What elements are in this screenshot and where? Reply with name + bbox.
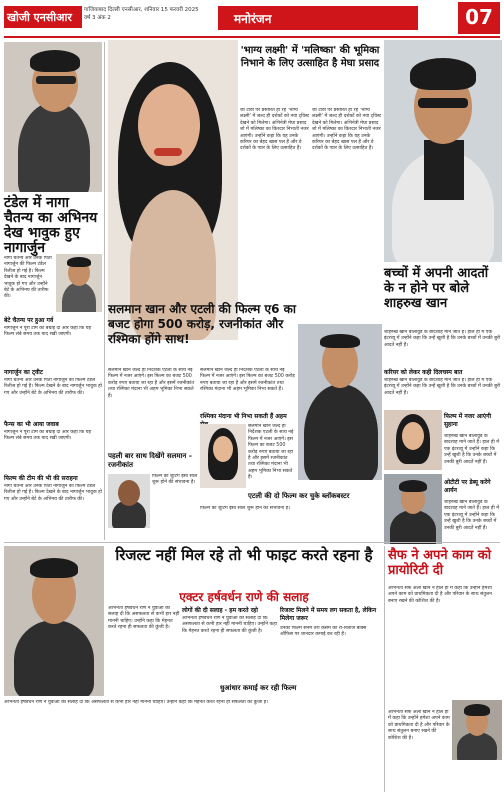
rajinikanth-photo <box>108 474 150 528</box>
srk-body-4: शाहरुख खान बॉलीवुड के बादशाह माने जाते हैं। हाल ही में एक इंटरव्यू में उन्होंने कहा कि उन्हें खुशी है कि उनके बच्चों में उनकी बुरी आदतें नहीं हैं। <box>444 500 500 531</box>
salman-subhead-1: पहली बार साथ दिखेंगे सलमान – रजनीकांत <box>108 452 193 469</box>
srk-subhead-2: फिल्म में नजर आएंगी सुहाना <box>444 413 492 428</box>
date-line-1: गाजियाबाद दिल्ली एनसीआर, शनिवार 15 फरवरी 2025 <box>84 7 199 13</box>
salman-body-3: सलमान खान जल्द ही निर्देशक एटली के साथ नई फिल्म में नजर आएंगे। इस फिल्म का बजट 500 करोड़ रुपए बताया जा रहा है और इसमें रजनीकांत तथा रश्मिका मंदाना भी अहम भूमिका निभा सकते हैं। <box>248 424 294 481</box>
salman-headline: सलमान खान और एटली की फिल्म ए6 का बजट होगा 500 करोड़, रजनीकांत और रश्मिका होंगे साथ! <box>108 302 296 346</box>
srk-body-3: शाहरुख खान बॉलीवुड के बादशाह माने जाते हैं। हाल ही में एक इंटरव्यू में उन्होंने कहा कि उन्हें खुशी है कि उनके बच्चों में उनकी बुरी आदतें नहीं हैं। <box>444 434 500 465</box>
date-line <box>84 6 199 22</box>
bottom-divider <box>384 546 385 792</box>
salman-photo <box>298 324 382 480</box>
left-headline: टंडेल में नागा चैतन्य का अभिनय देख भावुक हुए नागार्जुन <box>4 195 98 256</box>
saif-photo <box>452 700 502 760</box>
left-subhead-3: फैन्स का भी आया जवाब <box>4 421 59 428</box>
harsh-body-2: अभिनेता हर्षवर्धन राणे ने युवाओं को सलाह दी कि असफलता से कभी हार नहीं माननी चाहिए। उन्होंने कहा कि मेहनत करते रहना ही सफलता की कुंजी है। <box>182 616 277 634</box>
harsh-body-3: उनकी फिल्म सनम तेरी कसम की री-रिलीज बॉक्स ऑफिस पर शानदार कमाई कर रही है। <box>280 626 367 638</box>
left-subhead-1: बेटे चैतन्य पर हुआ गर्व <box>4 317 54 324</box>
saif-body-1: अभिनेता सैफ अली खान ने हाल ही में कहा कि उन्होंने हमेशा अपने काम को प्राथमिकता दी है और परिवार के साथ संतुलन बनाए रखने की कोशिश की है। <box>388 586 492 604</box>
left-subhead-2: नागार्जुन का ट्वीट <box>4 369 43 376</box>
srk-subhead-3: ओटीटी पर डेब्यू करेंगे आर्यन <box>444 479 491 494</box>
nagarjuna-photo <box>4 42 102 192</box>
salman-body-1: सलमान खान जल्द ही निर्देशक एटली के साथ नई फिल्म में नजर आएंगे। इस फिल्म का बजट 500 करोड़ रुपए बताया जा रहा है और इसमें रजनीकांत तथा रश्मिका मंदाना भी अहम भूमिका निभा सकते हैं। <box>108 368 195 399</box>
section-title: मनोरंजन <box>218 6 418 30</box>
salman-subhead-2: रश्मिका मंदाना भी निभा सकती हैं अहम <box>200 413 287 420</box>
left-body-4: नागार्जुन ने पूरी टीम को बधाई दी और कहा कि यह फिल्म लंबे समय तक याद रखी जाएगी। <box>4 430 92 442</box>
megha-photo <box>108 40 238 340</box>
megha-body-col1: जी टीवी पर प्रसारित हो रहे 'भाग्य लक्ष्मी' में जल्द ही दर्शकों को नया ट्विस्ट देखने को मिलेगा। अभिनेत्री मेघा प्रसाद शो में मलिष्का का किरदार निभाती नजर आएंगी। उन्होंने कहा कि यह उनके करियर का बेहद खास पल है और वे दर्शकों के प्यार के लिए उत्साहित हैं। <box>240 108 310 152</box>
harsh-subhead-3: धुआंधार कमाई कर रही फिल्म <box>220 684 297 692</box>
left-body: नागा चैतन्य और उनके पिता नागार्जुन की फिल्म टंडेल रिलीज हो गई है। फिल्म देखने के बाद नागार्जुन भावुक हो गए और उन्होंने बेटे के अभिनय की तारीफ की। <box>4 256 52 300</box>
salman-body-4: फिल्म की शूटिंग इसी साल शुरू होने की संभावना है। <box>152 474 198 486</box>
naga-chaitanya-photo <box>56 254 102 312</box>
srk-headline: बच्चों में अपनी आदतों के न होने पर बोले शाहरुख खान <box>384 266 489 311</box>
megha-body-col2: जी टीवी पर प्रसारित हो रहे 'भाग्य लक्ष्मी' में जल्द ही दर्शकों को नया ट्विस्ट देखने को मिलेगा। अभिनेत्री मेघा प्रसाद शो में मलिष्का का किरदार निभाती नजर आएंगी। उन्होंने कहा कि यह उनके करियर का बेहद खास पल है और वे दर्शकों के प्यार के लिए उत्साहित हैं। <box>312 108 382 152</box>
saif-headline: सैफ ने अपने काम को प्रायोरिटी दी <box>388 548 492 578</box>
harshvardhan-photo <box>4 546 104 696</box>
megha-title: 'भाग्य लक्ष्मी' में 'मलिष्का' की भूमिका निभाने के लिए उत्साहित है मेघा प्रसाद <box>240 45 380 69</box>
salman-body-2: सलमान खान जल्द ही निर्देशक एटली के साथ नई फिल्म में नजर आएंगे। इस फिल्म का बजट 500 करोड़ रुपए बताया जा रहा है और इसमें रजनीकांत तथा रश्मिका मंदाना भी अहम भूमिका निभा सकते हैं। <box>200 368 295 393</box>
masthead-rule <box>4 36 500 38</box>
left-body-3: नागा चैतन्य और उनके पिता नागार्जुन की फिल्म टंडेल रिलीज हो गई है। फिल्म देखने के बाद नागार्जुन भावुक हो गए और उन्होंने बेटे के अभिनय की तारीफ की। <box>4 378 102 396</box>
saif-body-2: अभिनेता सैफ अली खान ने हाल ही में कहा कि उन्होंने हमेशा अपने काम को प्राथमिकता दी है और परिवार के साथ संतुलन बनाए रखने की कोशिश की है। <box>388 710 450 741</box>
rashmika-photo <box>200 424 246 488</box>
page-number: 07 <box>458 2 500 34</box>
harsh-subhead-2: रिजल्ट मिलने में समय लग सकता है, लेकिन मिलेगा जरूर <box>280 607 377 622</box>
brand-logo: खोजी एनसीआर <box>4 6 82 28</box>
harsh-headline: एक्टर हर्षवर्धन राणे की सलाह <box>179 590 309 604</box>
harsh-body-1: अभिनेता हर्षवर्धन राणे ने युवाओं को सलाह दी कि असफलता से कभी हार नहीं माननी चाहिए। उन्होंने कहा कि मेहनत करते रहना ही सफलता की कुंजी है। <box>108 606 180 631</box>
salman-subhead-3: एटली की दो फिल्म कर चुके ब्लॉकबस्टर <box>248 492 350 500</box>
salman-body-5: फिल्म की शूटिंग इसी साल शुरू होने की संभावना है। <box>200 506 291 511</box>
masthead <box>0 0 504 40</box>
srk-body-2: शाहरुख खान बॉलीवुड के बादशाह माने जाते हैं। हाल ही में एक इंटरव्यू में उन्होंने कहा कि उन्हें खुशी है कि उनके बच्चों में उनकी बुरी आदतें नहीं हैं। <box>384 378 501 396</box>
column-divider <box>104 42 105 540</box>
date-line-2: वर्ष 3 अंक 2 <box>84 15 111 21</box>
srk-body: शाहरुख खान बॉलीवुड के बादशाह माने जाते हैं। हाल ही में एक इंटरव्यू में उन्होंने कहा कि उन्हें खुशी है कि उनके बच्चों में उनकी बुरी आदतें नहीं हैं। <box>384 330 501 348</box>
srk-photo <box>384 40 502 262</box>
left-body-2: नागार्जुन ने पूरी टीम को बधाई दी और कहा कि यह फिल्म लंबे समय तक याद रखी जाएगी। <box>4 326 92 338</box>
left-body-5: नागा चैतन्य और उनके पिता नागार्जुन की फिल्म टंडेल रिलीज हो गई है। फिल्म देखने के बाद नागार्जुन भावुक हो गए और उन्होंने बेटे के अभिनय की तारीफ की। <box>4 484 102 502</box>
aryan-photo <box>384 474 442 544</box>
harsh-quote-title: रिजल्ट नहीं मिल रहे तो भी फाइट करते रहना है <box>115 546 373 564</box>
suhana-photo <box>384 410 442 470</box>
harsh-subhead-1: लोगों की दी सलाह - हम करते रहो <box>182 607 258 614</box>
left-subhead-4: फिल्म की टीम की भी की सराहना <box>4 475 78 482</box>
section-divider <box>4 542 500 543</box>
srk-subhead-1: करियर को लेकर कही दिलचस्प बात <box>384 369 463 376</box>
harsh-body-4: अभिनेता हर्षवर्धन राणे ने युवाओं को सलाह दी कि असफलता से कभी हार नहीं माननी चाहिए। उन्होंने कहा कि मेहनत करते रहना ही सफलता की कुंजी है। <box>4 700 269 705</box>
